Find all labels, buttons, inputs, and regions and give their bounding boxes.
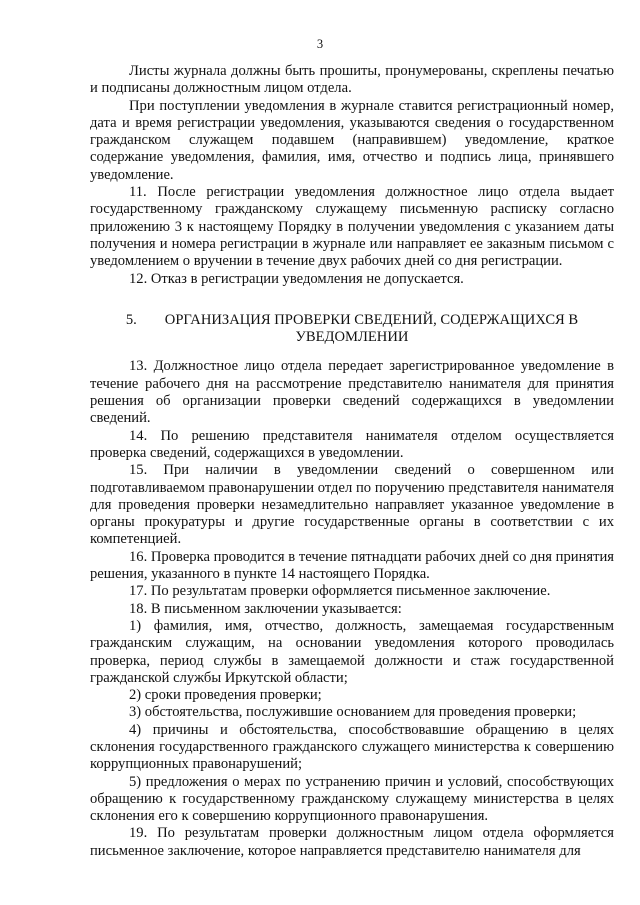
paragraph-journal-binding: Листы журнала должны быть прошиты, пронумерованы, скреплены печатью и подписаны должностным лицом отдела. [90, 63, 614, 97]
paragraph-18: 18. В письменном заключении указывается: [129, 600, 402, 617]
list-item-1: 1) фамилия, имя, отчество, должность, замещаемая государственным гражданским служащим, на основании уведомления которого проводилась проверка, период службы в замещаемой должности и стаж государственной гражданской службы Иркутской области; [90, 617, 614, 686]
paragraph-11: 11. После регистрации уведомления должностное лицо отдела выдает государственному гражданскому служащему письменную расписку согласно приложению 3 к настоящему Порядку в получении уведомления с указанием даты получения и номера регистрации в журнале или направляет ее заказным письмом с уведомлением о вручении в течение двух рабочих дней со дня регистрации. [90, 184, 614, 270]
paragraph-19: 19. По результатам проверки должностным лицом отдела оформляется письменное заключение, которое направляется представителю нанимателя для [90, 825, 614, 859]
list-item-2: 2) сроки проведения проверки; [129, 687, 322, 704]
section-number: 5. [125, 311, 137, 328]
section-title: ОРГАНИЗАЦИЯ ПРОВЕРКИ СВЕДЕНИЙ, СОДЕРЖАЩИХСЯ В УВЕДОМЛЕНИИ [164, 311, 579, 346]
paragraph-17: 17. По результатам проверки оформляется письменное заключение. [129, 583, 551, 600]
paragraph-12: 12. Отказ в регистрации уведомления не допускается. [129, 270, 464, 287]
list-item-5: 5) предложения о мерах по устранению причин и условий, способствующих обращению к государственному гражданскому служащему министерства в целях склонения его к совершению коррупционного правонарушения. [90, 773, 614, 825]
paragraph-16: 16. Проверка проводится в течение пятнадцати рабочих дней со дня принятия решения, указанного в пункте 14 настоящего Порядка. [90, 548, 614, 583]
section-heading [90, 312, 614, 347]
list-item-4: 4) причины и обстоятельства, способствовавшие обращению в целях склонения государственного гражданского служащего министерства к совершению коррупционных правонарушений; [90, 721, 614, 773]
paragraph-13: 13. Должностное лицо отдела передает зарегистрированное уведомление в течение рабочего дня на рассмотрение представителю нанимателя для принятия решения об организации проверки сведений содержащихся в уведомлении сведений. [90, 358, 614, 427]
paragraph-registration-details: При поступлении уведомления в журнале ставится регистрационный номер, дата и время регистрации уведомления, указываются сведения о государственном гражданском служащем подавшем (направившем) уведомление, краткое содержание уведомления, фамилия, имя, отчество и подпись лица, принявшего уведомление. [90, 97, 614, 183]
page-number: 3 [316, 37, 324, 51]
paragraph-15: 15. При наличии в уведомлении сведений о совершенном или подготавливаемом правонарушении отдел по поручению представителя нанимателя для проведения проверки незамедлительно направляет указанное уведомление в органы прокуратуры и другие государственные органы в соответствии с их компетенцией. [90, 462, 614, 548]
paragraph-14: 14. По решению представителя нанимателя отделом осуществляется проверка сведений, содержащихся в уведомлении. [90, 427, 614, 461]
list-item-3: 3) обстоятельства, послужившие основанием для проведения проверки; [129, 704, 577, 721]
document-body [90, 63, 614, 860]
